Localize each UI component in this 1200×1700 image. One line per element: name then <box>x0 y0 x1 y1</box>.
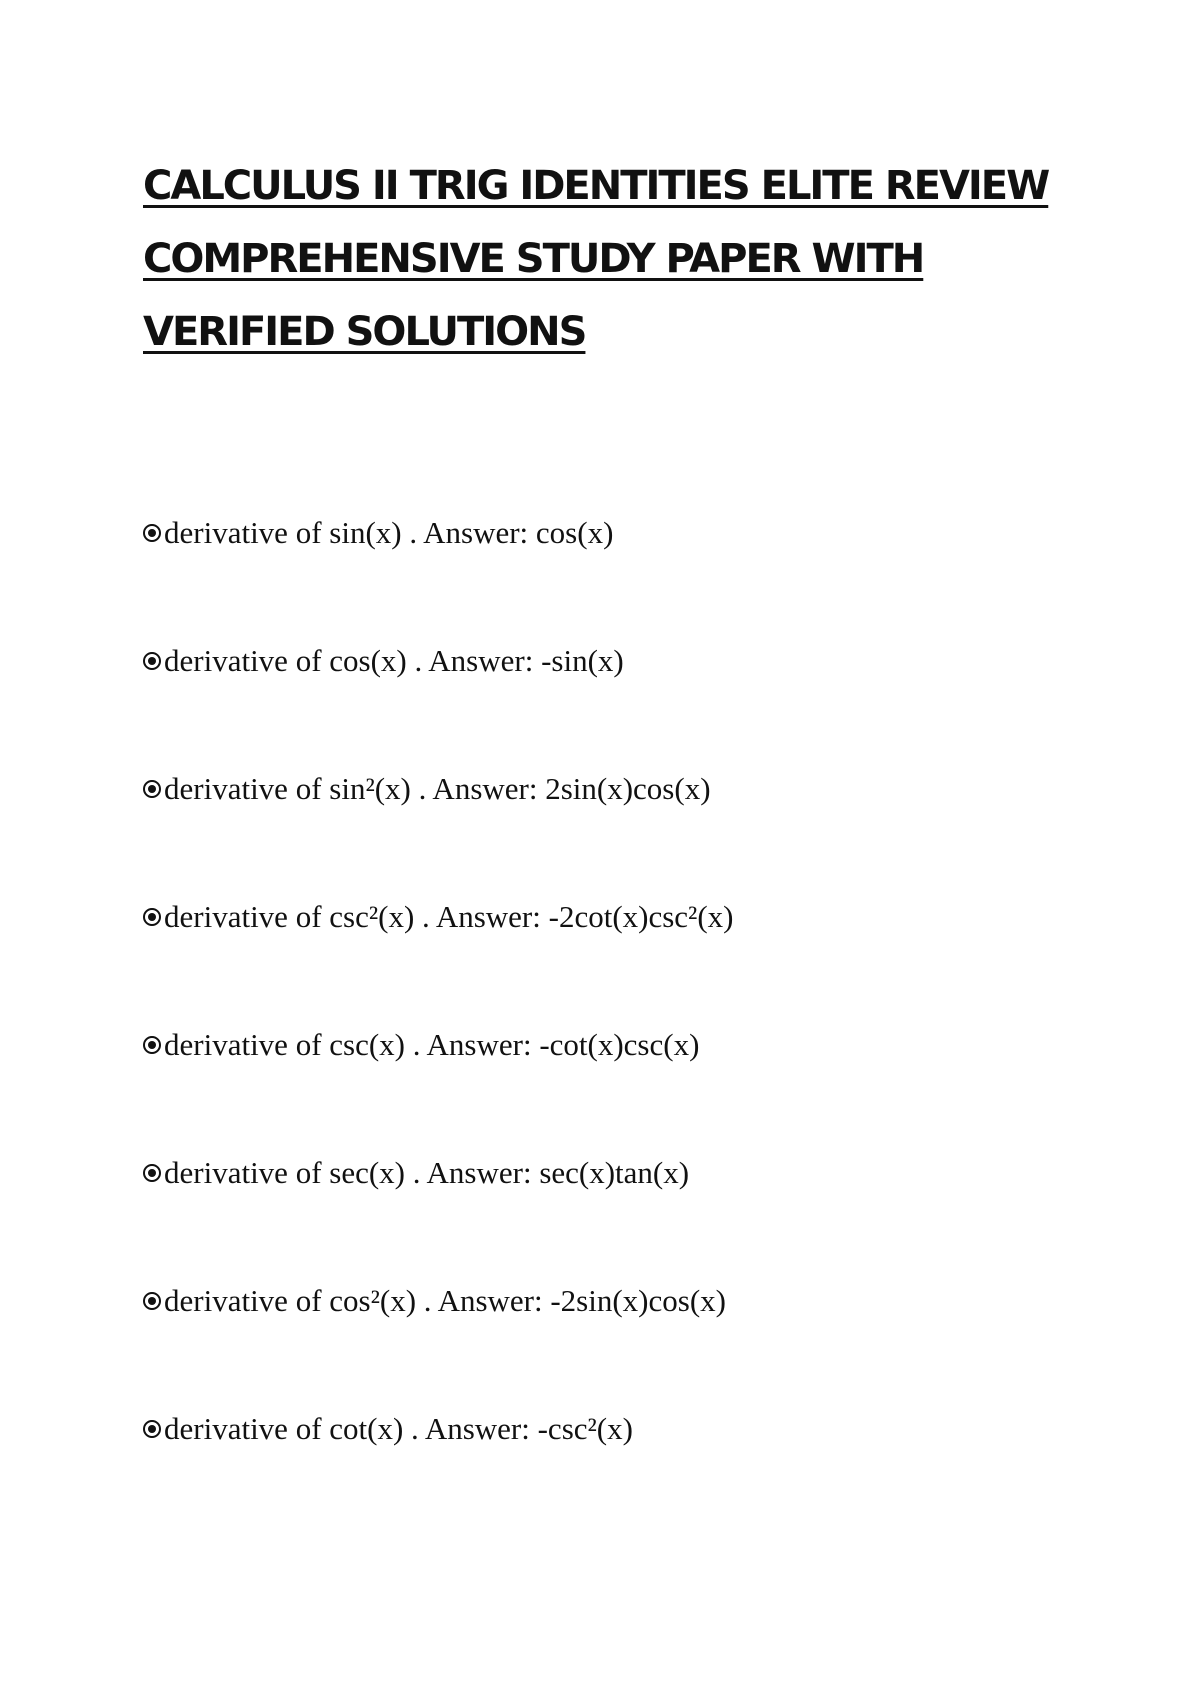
qa-item <box>143 1025 1093 1153</box>
radio-bullet-icon <box>143 652 161 670</box>
answer-label: . Answer: <box>416 1283 551 1318</box>
question-text: derivative of sec(x) <box>164 1155 405 1190</box>
question-text: derivative of csc²(x) <box>164 899 415 934</box>
document-title <box>143 150 1103 369</box>
qa-item <box>143 513 1093 641</box>
answer-label: . Answer: <box>406 643 542 678</box>
answer-label: . Answer: <box>405 1155 540 1190</box>
answer-text: sec(x)tan(x) <box>539 1155 690 1190</box>
qa-item <box>143 1153 1093 1281</box>
answer-text: cos(x) <box>535 515 614 550</box>
document-title-text: CALCULUS II TRIG IDENTITIES ELITE REVIEW COMPREHENSIVE STUDY PAPER WITH VERIFIED SOLUTIONS <box>143 163 1049 355</box>
radio-bullet-icon <box>143 780 161 798</box>
qa-list <box>143 513 1093 1537</box>
radio-bullet-icon <box>143 1164 161 1182</box>
answer-label: . Answer: <box>403 1411 538 1446</box>
radio-bullet-icon <box>143 1036 161 1054</box>
radio-bullet-icon <box>143 1292 161 1310</box>
qa-item <box>143 641 1093 769</box>
qa-item <box>143 897 1093 1025</box>
answer-text: -sin(x) <box>541 643 624 678</box>
question-text: derivative of sin(x) <box>164 515 402 550</box>
answer-text: -2cot(x)csc²(x) <box>548 899 734 934</box>
answer-label: . Answer: <box>405 1027 540 1062</box>
question-text: derivative of csc(x) <box>164 1027 405 1062</box>
question-text: derivative of cos²(x) <box>164 1283 417 1318</box>
qa-item <box>143 1281 1093 1409</box>
answer-label: . Answer: <box>414 899 549 934</box>
qa-item <box>143 1409 1093 1537</box>
question-text: derivative of cot(x) <box>164 1411 404 1446</box>
answer-text: -csc²(x) <box>537 1411 633 1446</box>
radio-bullet-icon <box>143 1420 161 1438</box>
question-text: derivative of sin²(x) <box>164 771 411 806</box>
answer-label: . Answer: <box>401 515 536 550</box>
answer-label: . Answer: <box>410 771 546 806</box>
answer-text: -cot(x)csc(x) <box>539 1027 700 1062</box>
qa-item <box>143 769 1093 897</box>
answer-text: 2sin(x)cos(x) <box>545 771 711 806</box>
answer-text: -2sin(x)cos(x) <box>550 1283 726 1318</box>
radio-bullet-icon <box>143 908 161 926</box>
question-text: derivative of cos(x) <box>164 643 407 678</box>
radio-bullet-icon <box>143 524 161 542</box>
